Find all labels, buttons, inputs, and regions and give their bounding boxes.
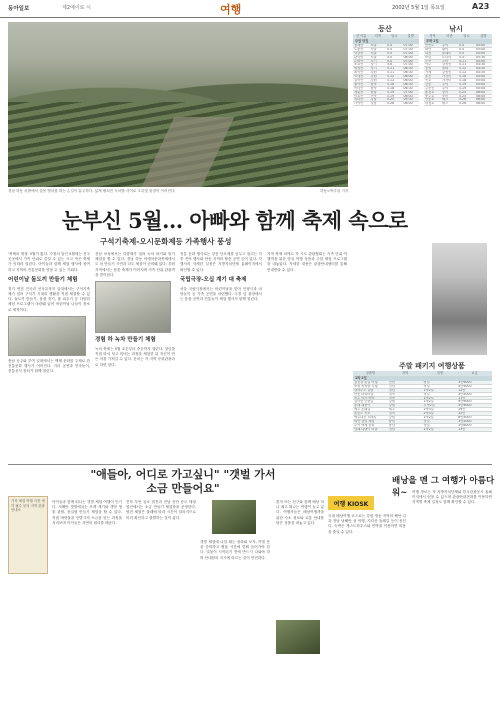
table-cell: 덕유산 bbox=[354, 94, 364, 98]
table-cell: 강원 bbox=[370, 75, 377, 79]
table-cell: 충남 bbox=[370, 90, 377, 94]
table-cell: 1박2일 bbox=[423, 427, 434, 431]
page-number: A23 bbox=[472, 2, 490, 11]
article-paragraph: 지역 축제 외에도 각 시도 관광협회는 가족 단위 여행객을 위한 당일 여행 상품과 주말 체험 프로그램을 내놓았다. 자세한 내용은 관광안내센터를 통해 안내받을 수 있다. bbox=[267, 252, 347, 272]
table-cell: 통영 bbox=[425, 67, 432, 71]
table-cell: 07:00 bbox=[403, 90, 413, 94]
table-cell: 5.19 bbox=[459, 86, 467, 90]
table-cell: 06:00 bbox=[403, 102, 413, 106]
table-header: 지역 어종 일시 출발 bbox=[424, 34, 492, 39]
table-cell: 강원 bbox=[388, 404, 395, 408]
bottom-column-2 bbox=[126, 500, 196, 700]
table-cell: 05:00 bbox=[476, 59, 486, 63]
bottom-column-4 bbox=[276, 500, 324, 615]
newspaper-name: 동아일보 bbox=[8, 6, 30, 12]
table-cell: 충주호 bbox=[425, 94, 435, 98]
table-cell: 5.4 bbox=[387, 47, 393, 51]
inline-photo bbox=[8, 316, 86, 356]
table-cell: 태안 갯벌 체험 bbox=[354, 419, 375, 423]
table-cell: 5.26 bbox=[459, 98, 467, 102]
table-cell: 섬진강 꽃길 여행 bbox=[354, 381, 378, 384]
table-cell: 도다리 bbox=[442, 55, 452, 59]
table-cell: 충남 bbox=[388, 423, 395, 427]
table-cell: 5.25 bbox=[459, 94, 467, 98]
table-cell: 배스 bbox=[442, 102, 449, 106]
table-cell: 경기 bbox=[370, 67, 377, 71]
table-cell: 경북 bbox=[388, 396, 395, 400]
table-cell: 거제 bbox=[425, 71, 432, 75]
table-cell: 동해 해돋이 bbox=[354, 404, 371, 408]
table-body bbox=[424, 44, 492, 106]
bottom-column-1 bbox=[52, 500, 122, 700]
table-cell: 춘천호 bbox=[425, 90, 435, 94]
table-cell: 5.11 bbox=[459, 63, 467, 67]
table-cell: 제주 bbox=[388, 408, 395, 412]
article-column-3 bbox=[180, 252, 262, 460]
table-cell: 전북 bbox=[370, 94, 377, 98]
table-cell: 5.11 bbox=[459, 59, 467, 63]
article-paragraph: 여행 정보는 각 지방자치단체와 한국관광공사 홈페이지에서 얻을 수 있으며 관광안내전화를 이용하면 지역별 축제 일정도 함께 확인할 수 있다. bbox=[412, 490, 492, 505]
table-cell: 1박2일 bbox=[423, 416, 434, 419]
article-paragraph: 전북 부안 곰소 염전과 전남 신안 증도 태평염전에서는 소금 만들기 체험장을 운영한다. 염전 체험은 물때에 따라 시간이 달라지므로 미리 확인하고 출발하는 것이 좋다. bbox=[126, 500, 196, 520]
table-cell: 07:00 bbox=[403, 44, 413, 47]
table-cell: 서울 bbox=[370, 47, 377, 51]
table-cell: 우럭 bbox=[442, 59, 449, 63]
table-cell: 주문진 bbox=[425, 86, 435, 90]
table-cell: 경주 역사 탐방 bbox=[354, 396, 375, 400]
issue-number: 제2예이로 시 bbox=[62, 5, 91, 11]
table-cell: 전남 bbox=[388, 384, 395, 388]
fishing-schedule-table bbox=[424, 34, 492, 106]
table-cell: 5.12 bbox=[387, 79, 395, 82]
table-cell: 5.11 bbox=[387, 71, 395, 75]
table-body bbox=[353, 381, 492, 432]
table-cell: 치악산 bbox=[354, 71, 364, 75]
table-cell: 남해 다랭이 마을 bbox=[354, 427, 378, 431]
table-cell: 05:00 bbox=[476, 44, 486, 47]
table-cell: 04:30 bbox=[476, 63, 486, 67]
table-cell: 서울 bbox=[370, 55, 377, 59]
table-cell: 속초 bbox=[425, 79, 432, 82]
table-cell: 경기 bbox=[370, 59, 377, 63]
table-cell: 안면도 bbox=[425, 44, 435, 47]
article-paragraph: 국내 배낭여행 코스로는 강원 영동 지역의 해안 길과 전남 남해안 섬 여행, 지리산 둘레길 등이 꼽힌다. 숙박은 게스트하우스와 민박을 이용하면 비용을 줄일 수 있다. bbox=[328, 514, 406, 534]
table-cell: 07:30 bbox=[403, 47, 413, 51]
bottom-headline: "애들아, 어디로 가고싶니" "갯벌 가서 소금 만들어요" bbox=[90, 468, 276, 495]
table-cell: 보령 bbox=[425, 55, 432, 59]
table-cell: 강원 bbox=[370, 79, 377, 82]
table-cell: 06:30 bbox=[403, 86, 413, 90]
table-cell: 06:30 bbox=[403, 71, 413, 75]
article-paragraph: 서울 국립극장에서는 어린이날을 맞아 인형극과 마당놀이 등 가족 공연을 마련했다. 극장 앞 광장에서는 풍물 공연과 전통놀이 체험 행사가 함께 열린다. bbox=[180, 286, 262, 302]
table-cell: 06:00 bbox=[476, 102, 486, 106]
table-cell: 32만 bbox=[458, 412, 466, 416]
table-cell: 소요산 bbox=[354, 63, 364, 67]
table-cell: 당일 bbox=[423, 423, 430, 427]
table-cell: 광어 bbox=[442, 47, 449, 51]
table-cell: 3만8000 bbox=[458, 423, 472, 427]
table-cell: 대천 bbox=[425, 51, 432, 55]
table-cell: 놀래미 bbox=[442, 51, 452, 55]
table-cell: 06:30 bbox=[403, 67, 413, 71]
table-cell: 제주 올레길 bbox=[354, 408, 371, 412]
table-cell: 관악산 bbox=[354, 55, 364, 59]
table-row bbox=[424, 102, 492, 106]
table-cell: 당일 bbox=[423, 419, 430, 423]
table-cell: 3만2000 bbox=[458, 419, 472, 423]
table-cell: 06:00 bbox=[476, 94, 486, 98]
table-cell: 충남 bbox=[388, 419, 395, 423]
table-cell: 속리산 bbox=[354, 86, 364, 90]
table-cell: 5.5 bbox=[387, 51, 393, 55]
table-cell: 볼락 bbox=[442, 67, 449, 71]
table-cell: 감성돔 bbox=[442, 71, 452, 75]
table-cell: 1박2일 bbox=[423, 400, 434, 404]
table-cell: 오대산 bbox=[354, 75, 364, 79]
article-paragraph: 충남 공주와 부여 일대에서는 백제 문화를 주제로 한 전통문화 행사가 이어진다. 거리 공연과 민속놀이, 전통음식 장터가 함께 열린다. bbox=[8, 358, 90, 374]
article-column-4 bbox=[267, 252, 347, 460]
table-cell: 경남 bbox=[388, 427, 395, 431]
table-cell: 5.12 bbox=[459, 67, 467, 71]
inline-photo-festival bbox=[95, 281, 171, 333]
table-cell: 충북 bbox=[370, 86, 377, 90]
table-cell: 당일 bbox=[423, 381, 430, 384]
article-paragraph: 전남 보성에서는 다향제가 열려 녹차 따기와 덖기 체험을 할 수 있다. 경남 하동 야생차문화축제에서도 차 만들기 시연과 다도 체험이 준비돼 있다. 강원 지역에서는 봄꽃 축제가 이어지며 가족 단위 관광객을 맞이한다. bbox=[95, 252, 175, 277]
table-cell: 여수 bbox=[425, 63, 432, 67]
table-cell: 명성산 bbox=[354, 67, 364, 71]
table-cell: 9만9000 bbox=[458, 400, 472, 404]
article-subheading-3: 국립극장-오십 계기 대 축제 bbox=[180, 276, 247, 283]
photo-credit: 하동=박주일 기자 bbox=[320, 189, 349, 193]
table-cell: 태안 bbox=[425, 47, 432, 51]
table-cell: 05:00 bbox=[476, 82, 486, 86]
table-cell: 5.12 bbox=[459, 71, 467, 75]
table-cell: 05:00 bbox=[476, 86, 486, 90]
table-cell: 07:00 bbox=[403, 51, 413, 55]
table-cell: 경기 bbox=[370, 63, 377, 67]
table-cell: 북한산 bbox=[354, 51, 364, 55]
table-cell: 서울 bbox=[370, 44, 377, 47]
table-cell: 서울 bbox=[370, 51, 377, 55]
article-column-2 bbox=[95, 252, 175, 460]
table-cell: 강릉 bbox=[425, 82, 432, 86]
bottom-column-6 bbox=[412, 490, 492, 700]
table-cell: 보성 녹차밭 기행 bbox=[354, 384, 378, 388]
backpack-headline: 배낭을 멘 그 여행가 아름다워~ bbox=[392, 476, 495, 498]
table-cell: 강원 bbox=[370, 71, 377, 75]
table-cell: 05:30 bbox=[403, 98, 413, 102]
bottom-column-3 bbox=[200, 540, 270, 700]
table-cell: 5.5 bbox=[387, 59, 393, 63]
table-cell: 감성돔 bbox=[442, 63, 452, 67]
table-cell: 1박2일 bbox=[423, 396, 434, 400]
table-cell: 06:00 bbox=[403, 94, 413, 98]
table-cell: 05:00 bbox=[476, 47, 486, 51]
bottom-thumbnail-1 bbox=[212, 500, 256, 534]
table-cell: 경남 bbox=[370, 102, 377, 106]
info-box: 가족 체험 여행 사전 예약 필수 문의 지역 관광안내소 bbox=[8, 496, 48, 574]
table-cell: 3만5000 bbox=[458, 392, 472, 396]
table-cell: 5.19 bbox=[387, 90, 395, 94]
article-lead: '축제의 계절' 5월이 왔다. 가정의 달인 5월에는 전국 곳곳에서 가족 단위로 즐길 수 있는 크고 작은 축제가 잇따라 열린다. 아이들과 함께 체험 행사에 참여하고 지역의 전통문화를 엿볼 수 있는 기회다. bbox=[8, 252, 90, 272]
article-paragraph: 경기 연천 전곡리 선사유적지 일대에서는 구석기축제가 열려 구석기 시대의 생활을 직접 체험할 수 있다. 돌도끼 만들기, 움집 짓기, 불 피우기 등 다양한 체험 프로그램이 마련돼 있어 어린이날 나들이 장소로 제격이다. bbox=[8, 286, 90, 312]
section-divider bbox=[8, 464, 492, 465]
table-cell: 군산 bbox=[425, 59, 432, 63]
table-cell: 강원 bbox=[388, 400, 395, 404]
table-cell: 대청호 bbox=[425, 102, 435, 106]
table-cell: 1박2일 bbox=[423, 388, 434, 392]
table-cell: 월악산 bbox=[354, 82, 364, 86]
bottom-column-5 bbox=[328, 514, 406, 700]
article-paragraph: 아이들과 함께 떠나는 갯벌 체험 여행이 인기다. 서해안 갯벌에서는 조개 캐기와 갯벌 생물 관찰, 천일염 만들기 체험을 할 수 있다. 직접 바닷물을 증발시켜 소금을 얻는 과정을 지켜보며 아이들은 자연의 원리를 배운다. bbox=[52, 500, 122, 525]
article-paragraph: 전통 문화 행사로는 강릉 단오제를 앞두고 열리는 각종 전야 행사와 안동 지역의 탈춤 공연 등이 있다. 각 행사의 자세한 일정은 지방자치단체 홈페이지에서 확인할 수 있다. bbox=[180, 252, 262, 272]
travel-kiosk-badge: 여행 KIOSK bbox=[328, 496, 374, 510]
table-cell: 5.26 bbox=[387, 102, 395, 106]
table-cell: 경북 bbox=[388, 392, 395, 396]
article-subheading-2: 경험 하 녹차 만들기 체험 bbox=[95, 337, 156, 344]
table-cell: 5.6 bbox=[387, 63, 393, 67]
table-cell: 울릉도 독도 bbox=[354, 412, 371, 416]
table-cell: 4만9000 bbox=[458, 404, 472, 408]
table-cell: 5.12 bbox=[387, 75, 395, 79]
table-row bbox=[353, 102, 419, 106]
table-cell: 지리산 bbox=[354, 98, 364, 102]
table-cell: 도봉산 bbox=[354, 47, 364, 51]
table-cell: 우럭 bbox=[442, 86, 449, 90]
table-cell: 가자미 bbox=[442, 75, 452, 79]
table-cell: 울진 bbox=[425, 75, 432, 79]
table-cell: 경남 bbox=[370, 98, 377, 102]
table-cell: 4만5000 bbox=[458, 384, 472, 388]
table-cell: 전남 bbox=[388, 381, 395, 384]
table-cell: 5.25 bbox=[459, 90, 467, 94]
table-header: 산 이름 지역 일시 출발 bbox=[353, 34, 419, 39]
table-cell: 5.19 bbox=[387, 94, 395, 98]
main-headline: 눈부신 5월… 아빠와 함께 축제 속으로 bbox=[62, 208, 408, 233]
table-cell: 5.25 bbox=[387, 98, 395, 102]
table-cell: 2박3일 bbox=[423, 412, 434, 416]
table-cell: 부여 백제 문화 bbox=[354, 423, 375, 427]
article-paragraph: 혼자 또는 친구와 함께 배낭 하나 메고 떠나는 여행이 늘고 있다. 여행사들은 배낭여행객을 위한 숙소 정보와 교통 안내를 담은 상품을 내놓고 있다. bbox=[276, 500, 324, 525]
fishing-table-title: 낚시 bbox=[449, 25, 463, 33]
photo-caption: 경남 하동 차밭에서 올봄 햇차를 따는 손길이 분주하다. 넓게 펼쳐진 녹차밭 사이로 초록빛 물결이 이어진다. bbox=[8, 189, 176, 193]
table-cell: 3만9000 bbox=[458, 381, 472, 384]
table-cell: 당일 bbox=[423, 384, 430, 388]
article-column-1 bbox=[8, 252, 90, 460]
table-cell: 5.5 bbox=[459, 55, 465, 59]
hiking-table-title: 등산 bbox=[378, 25, 392, 33]
table-cell: 안동호 bbox=[425, 98, 435, 102]
bottom-thumbnail-2 bbox=[276, 620, 320, 654]
article-paragraph: 녹차 축제는 5월 초순부터 중순까지 열린다. 찻잎을 직접 따서 덖고 비비는 과정을 체험한 뒤 자신이 만든 차를 가져갈 수 있다. 문의는 각 지역 문화관광과로 하면 된다. bbox=[95, 347, 175, 367]
table-cell: 8만5000 bbox=[458, 416, 472, 419]
table-group-label: 주말 당일 bbox=[353, 39, 419, 44]
table-cell: 가자미 bbox=[442, 79, 452, 82]
table-group-label: 무박 2일 bbox=[424, 39, 492, 44]
table-group-label: 1박 2일 bbox=[353, 376, 492, 381]
table-cell: 5.5 bbox=[459, 51, 465, 55]
table-row bbox=[353, 428, 492, 432]
table-cell: 백두대간 트레킹 bbox=[354, 416, 377, 419]
table-cell: 06:00 bbox=[403, 75, 413, 79]
table-cell: 08:00 bbox=[403, 55, 413, 59]
package-tour-table bbox=[353, 371, 492, 432]
table-cell: 수락산 bbox=[354, 59, 364, 63]
main-subhead: 구석기축제-오시문화제등 가족행사 풍성 bbox=[100, 237, 232, 246]
table-cell: 05:30 bbox=[476, 55, 486, 59]
table-cell: 당일 bbox=[423, 392, 430, 396]
table-header: 상품명 지역 일정 요금 bbox=[353, 371, 492, 376]
table-cell: 가야산 bbox=[354, 102, 364, 106]
table-cell: 5.5 bbox=[387, 55, 393, 59]
table-cell: 설악산 bbox=[354, 79, 364, 82]
table-cell: 계룡산 bbox=[354, 90, 364, 94]
table-cell: 무박2일 bbox=[423, 404, 435, 408]
table-cell: 06:00 bbox=[476, 90, 486, 94]
table-cell: 5.4 bbox=[459, 44, 465, 47]
table-cell: 경남 bbox=[388, 388, 395, 392]
table-cell: 29만 bbox=[458, 408, 466, 412]
article-paragraph: 갯벌 체험에 나설 때는 장화와 모자, 여벌 옷을 준비하고 썰물 시간에 맞춰 들어가야 한다. 밀물이 시작되기 전에 반드시 나와야 하며 안내원의 지시에 따르는 것이 안전하다. bbox=[200, 540, 270, 560]
table-cell: 04:30 bbox=[476, 71, 486, 75]
table-cell: 2박3일 bbox=[423, 408, 434, 412]
table-cell: 안동 하회마을 bbox=[354, 392, 374, 396]
table-cell: 설악산 단풍길 bbox=[354, 400, 374, 404]
table-cell: 5.4 bbox=[387, 44, 393, 47]
table-cell: 11만 bbox=[458, 396, 466, 400]
table-cell: 충북 bbox=[370, 82, 377, 86]
table-body bbox=[353, 44, 419, 106]
table-cell: 5.18 bbox=[387, 82, 395, 86]
table-cell: 07:00 bbox=[403, 59, 413, 63]
table-cell: 한려수도 유람 bbox=[354, 388, 374, 392]
table-cell: 13만 bbox=[458, 427, 466, 431]
table-cell: 5.18 bbox=[459, 75, 467, 79]
table-cell: 청계산 bbox=[354, 44, 364, 47]
table-cell: 05:00 bbox=[476, 79, 486, 82]
masthead bbox=[0, 0, 500, 18]
lead-photo bbox=[8, 22, 348, 187]
table-cell: 5.26 bbox=[459, 102, 467, 106]
table-cell: 07:00 bbox=[403, 63, 413, 67]
section-title: 여행 bbox=[220, 3, 242, 16]
table-cell: 06:30 bbox=[403, 82, 413, 86]
article-subheading-1: 어린이날 돌도끼 만들기 체험 bbox=[8, 276, 78, 283]
table-cell: 05:00 bbox=[476, 51, 486, 55]
table-cell: 12만 bbox=[458, 388, 466, 392]
table-cell: 04:30 bbox=[476, 67, 486, 71]
table-cell: 05:00 bbox=[476, 75, 486, 79]
table-cell: 5.11 bbox=[387, 67, 395, 71]
table-cell: 5.19 bbox=[459, 82, 467, 86]
hiking-schedule-table bbox=[353, 34, 419, 106]
package-table-title: 주말 패키지 여행상품 bbox=[399, 362, 465, 370]
table-cell: 강원 bbox=[388, 416, 395, 419]
table-cell: 우럭 bbox=[442, 44, 449, 47]
table-cell: 붕어 bbox=[442, 90, 449, 94]
table-cell: 붕어 bbox=[442, 94, 449, 98]
table-cell: 06:00 bbox=[476, 98, 486, 102]
table-cell: 배스 bbox=[442, 98, 449, 102]
portrait-photo bbox=[432, 243, 487, 355]
table-cell: 06:00 bbox=[403, 79, 413, 82]
table-cell: 5.18 bbox=[459, 79, 467, 82]
table-cell: 우럭 bbox=[442, 82, 449, 86]
table-cell: 5.18 bbox=[387, 86, 395, 90]
table-cell: 5.4 bbox=[459, 47, 465, 51]
issue-date: 2002년 5월 1일 목요일 bbox=[392, 5, 445, 11]
table-cell: 경북 bbox=[388, 412, 395, 416]
